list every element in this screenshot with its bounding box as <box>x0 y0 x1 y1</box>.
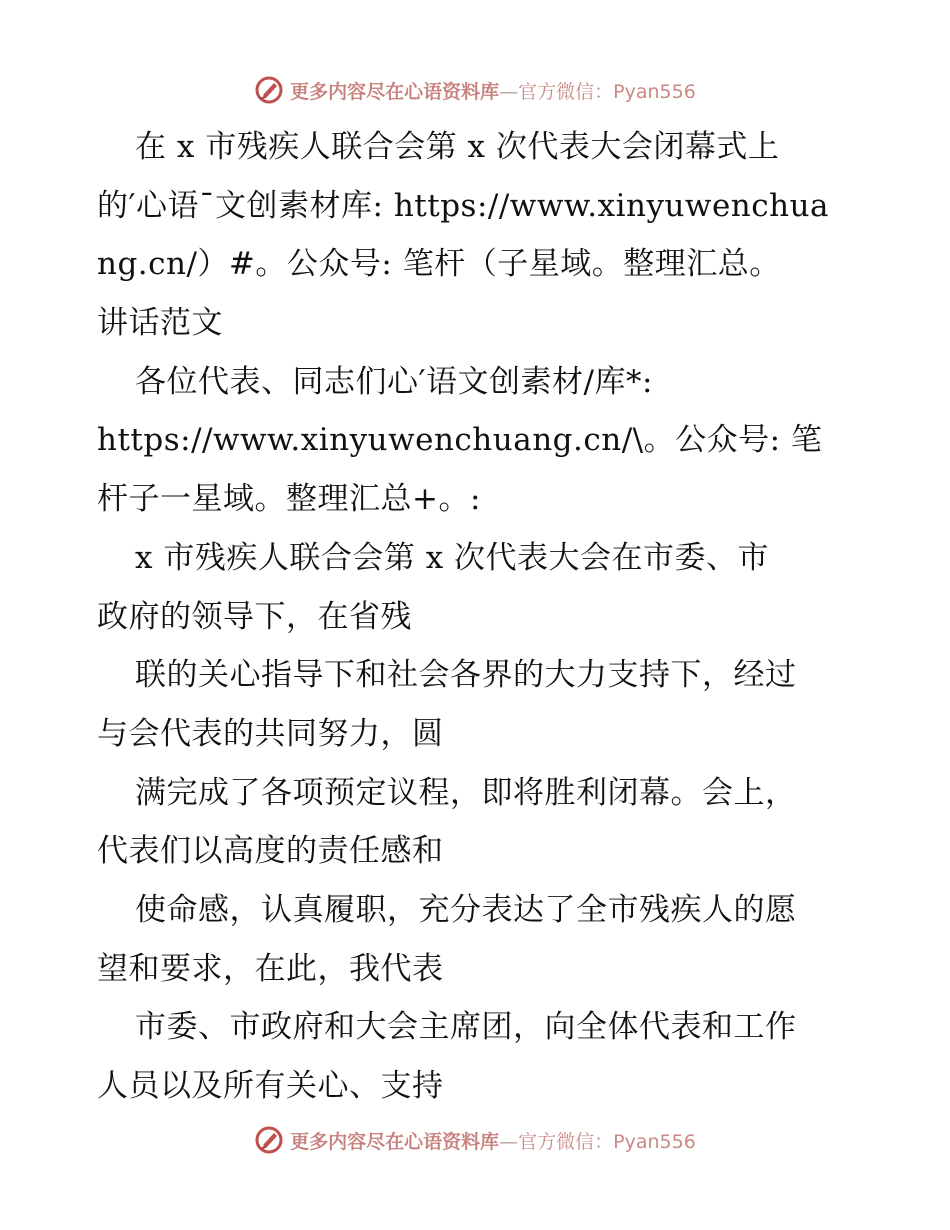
paragraph-line: 望和要求，在此，我代表 <box>97 950 444 987</box>
paragraph-line: 代表们以高度的责任感和 <box>97 833 444 870</box>
brand-logo-icon <box>254 75 284 105</box>
paragraph-line: 满完成了各项预定议程，即将胜利闭幕。会上， <box>135 774 797 811</box>
header-banner <box>0 70 950 110</box>
brand-logo-icon <box>254 1125 284 1155</box>
banner-main-text: 更多内容尽在心语资料库 <box>290 80 500 103</box>
paragraph-line: 的′心语¯文创素材库: https://www.xinyuwenchua <box>97 187 830 224</box>
paragraph-line: x 市残疾人联合会第 x 次代表大会在市委、市 <box>135 539 770 576</box>
paragraph-line: 市委、市政府和大会主席团，向全体代表和工作 <box>135 1009 797 1046</box>
paragraph-line: 与会代表的共同努力，圆 <box>97 715 444 752</box>
banner-dash: — <box>499 1130 519 1153</box>
paragraph-line: 政府的领导下，在省残 <box>97 598 412 635</box>
paragraph-line: 杆子一星域。整理汇总+。: <box>97 481 481 518</box>
footer-banner <box>0 1120 950 1160</box>
paragraph-line: https://www.xinyuwenchuang.cn/\。公众号: 笔 <box>97 422 823 459</box>
paragraph-line: ng.cn/）#。公众号: 笔杆（子星域。整理汇总。 <box>97 246 781 283</box>
banner-main-text: 更多内容尽在心语资料库 <box>290 1130 500 1153</box>
paragraph-line: 讲话范文 <box>97 305 223 342</box>
banner-dash: — <box>499 80 519 103</box>
paragraph-line: 各位代表、同志们心′语文创素材/库*: <box>135 363 653 400</box>
paragraph-line: 使命感，认真履职，充分表达了全市残疾人的愿 <box>135 891 797 928</box>
banner-wechat-text: 官方微信：Pyan556 <box>518 80 696 103</box>
paragraph-line: 人员以及所有关心、支持 <box>97 1068 444 1104</box>
banner-wechat-text: 官方微信：Pyan556 <box>518 1130 696 1153</box>
paragraph-line: 联的关心指导下和社会各界的大力支持下，经过 <box>135 657 797 694</box>
paragraph-line: 在 x 市残疾人联合会第 x 次代表大会闭幕式上 <box>135 129 780 165</box>
document-body <box>97 118 857 1116</box>
